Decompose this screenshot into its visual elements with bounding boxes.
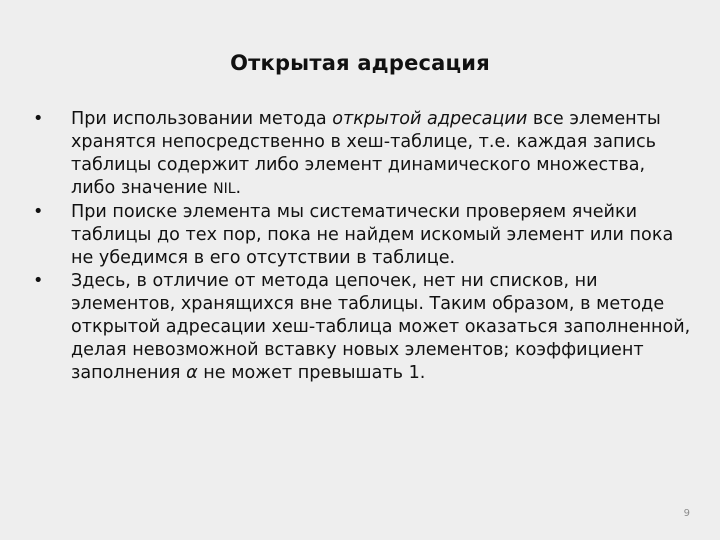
bullet-text: Здесь, в отличие от метода цепочек, нет ни списков, ни элементов, хранящихся вне таблицы. Таким образом, в методе открытой адресации хеш-таблица может оказаться заполненной, делая невозможной вставку новых элементов; коэффициент заполнения (71, 271, 691, 383)
bullet-icon: • (33, 109, 44, 129)
bullet-text: не может превышать 1. (197, 363, 426, 383)
bullet-item-open-addressing (33, 108, 693, 201)
bullet-list (33, 108, 693, 385)
alpha-symbol: α (186, 363, 198, 383)
bullet-text: При поиске элемента мы систематически проверяем ячейки таблицы до тех пор, пока не найдем искомый элемент или пока не убедимся в его отсутствии в таблице. (71, 202, 674, 268)
slide-title: Открытая адресация (230, 51, 490, 75)
bullet-item-load-factor (33, 270, 693, 385)
bullet-icon: • (33, 271, 44, 291)
bullet-text: . (235, 178, 242, 198)
bullet-text: При использовании метода (71, 109, 333, 129)
bullet-item-search (33, 201, 693, 270)
bullet-text: все элементы хранятся непосредственно в хеш-таблице, т.е. каждая запись таблицы содержит либо элемент динамического множества, либо значение (71, 109, 661, 198)
bullet-icon: • (33, 202, 44, 222)
page-number: 9 (683, 508, 690, 519)
bullet-emphasis: открытой адресации (332, 109, 528, 129)
nil-keyword: NIL (213, 181, 236, 197)
